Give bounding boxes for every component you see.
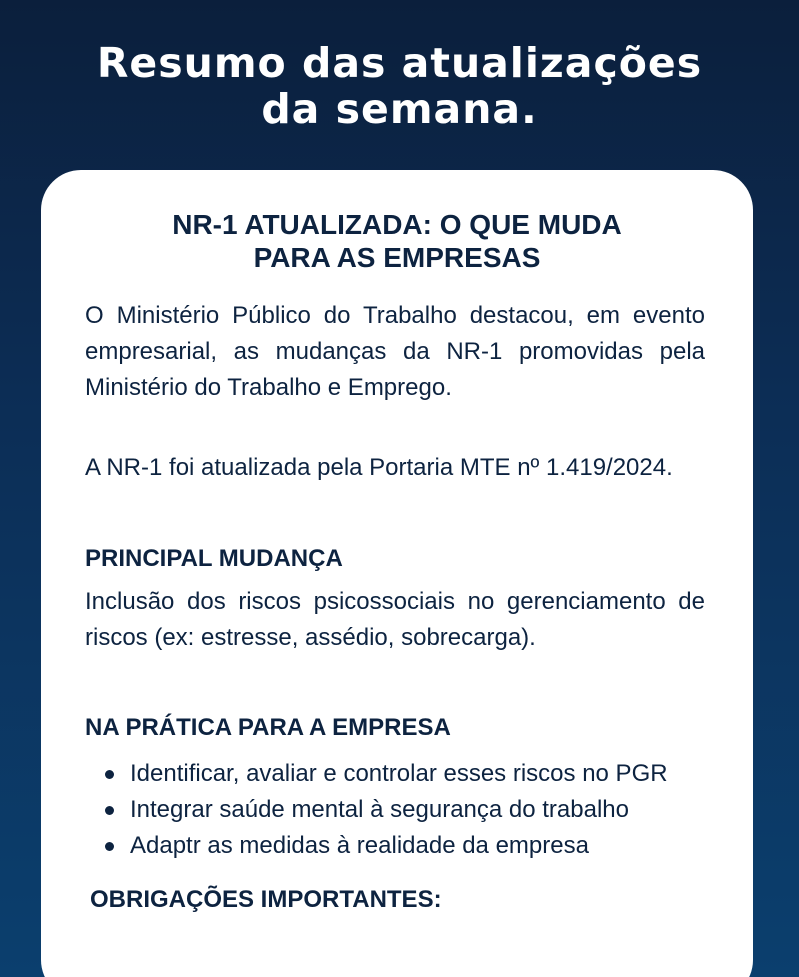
principal-mudanca-text: Inclusão dos riscos psicossociais no gerenciamento de riscos (ex: estresse, assédio, sobrecarga). (85, 588, 705, 651)
list-item (103, 792, 743, 828)
bullet-icon (105, 806, 114, 815)
portaria-paragraph: A NR-1 foi atualizada pela Portaria MTE nº 1.419/2024. (85, 454, 673, 481)
section-heading-na-pratica: NA PRÁTICA PARA A EMPRESA (85, 714, 451, 741)
section-heading-principal-mudanca: PRINCIPAL MUDANÇA (85, 545, 343, 572)
bullet-icon (105, 842, 114, 851)
card-title (41, 208, 753, 274)
page-title (0, 40, 799, 132)
list-item-text: Adaptr as medidas à realidade da empresa (130, 832, 589, 859)
list-item-text: Identificar, avaliar e controlar esses riscos no PGR (130, 760, 668, 787)
card-title-line-1: NR-1 ATUALIZADA: O QUE MUDA (172, 209, 622, 240)
page-title-line-2: da semana. (261, 85, 538, 133)
intro-paragraph: O Ministério Público do Trabalho destacou, em evento empresarial, as mudanças da NR-1 promovidas pela Ministério do Trabalho e Emprego. (85, 302, 705, 401)
list-item-text: Integrar saúde mental à segurança do trabalho (130, 796, 629, 823)
list-item (103, 756, 743, 792)
list-item (103, 828, 743, 864)
section-heading-obrigacoes: OBRIGAÇÕES IMPORTANTES: (90, 886, 442, 913)
card-title-line-2: PARA AS EMPRESAS (253, 242, 541, 273)
content-card (41, 170, 753, 977)
bullet-icon (105, 770, 114, 779)
page-title-line-1: Resumo das atualizações (96, 39, 703, 87)
practice-list (103, 756, 743, 864)
